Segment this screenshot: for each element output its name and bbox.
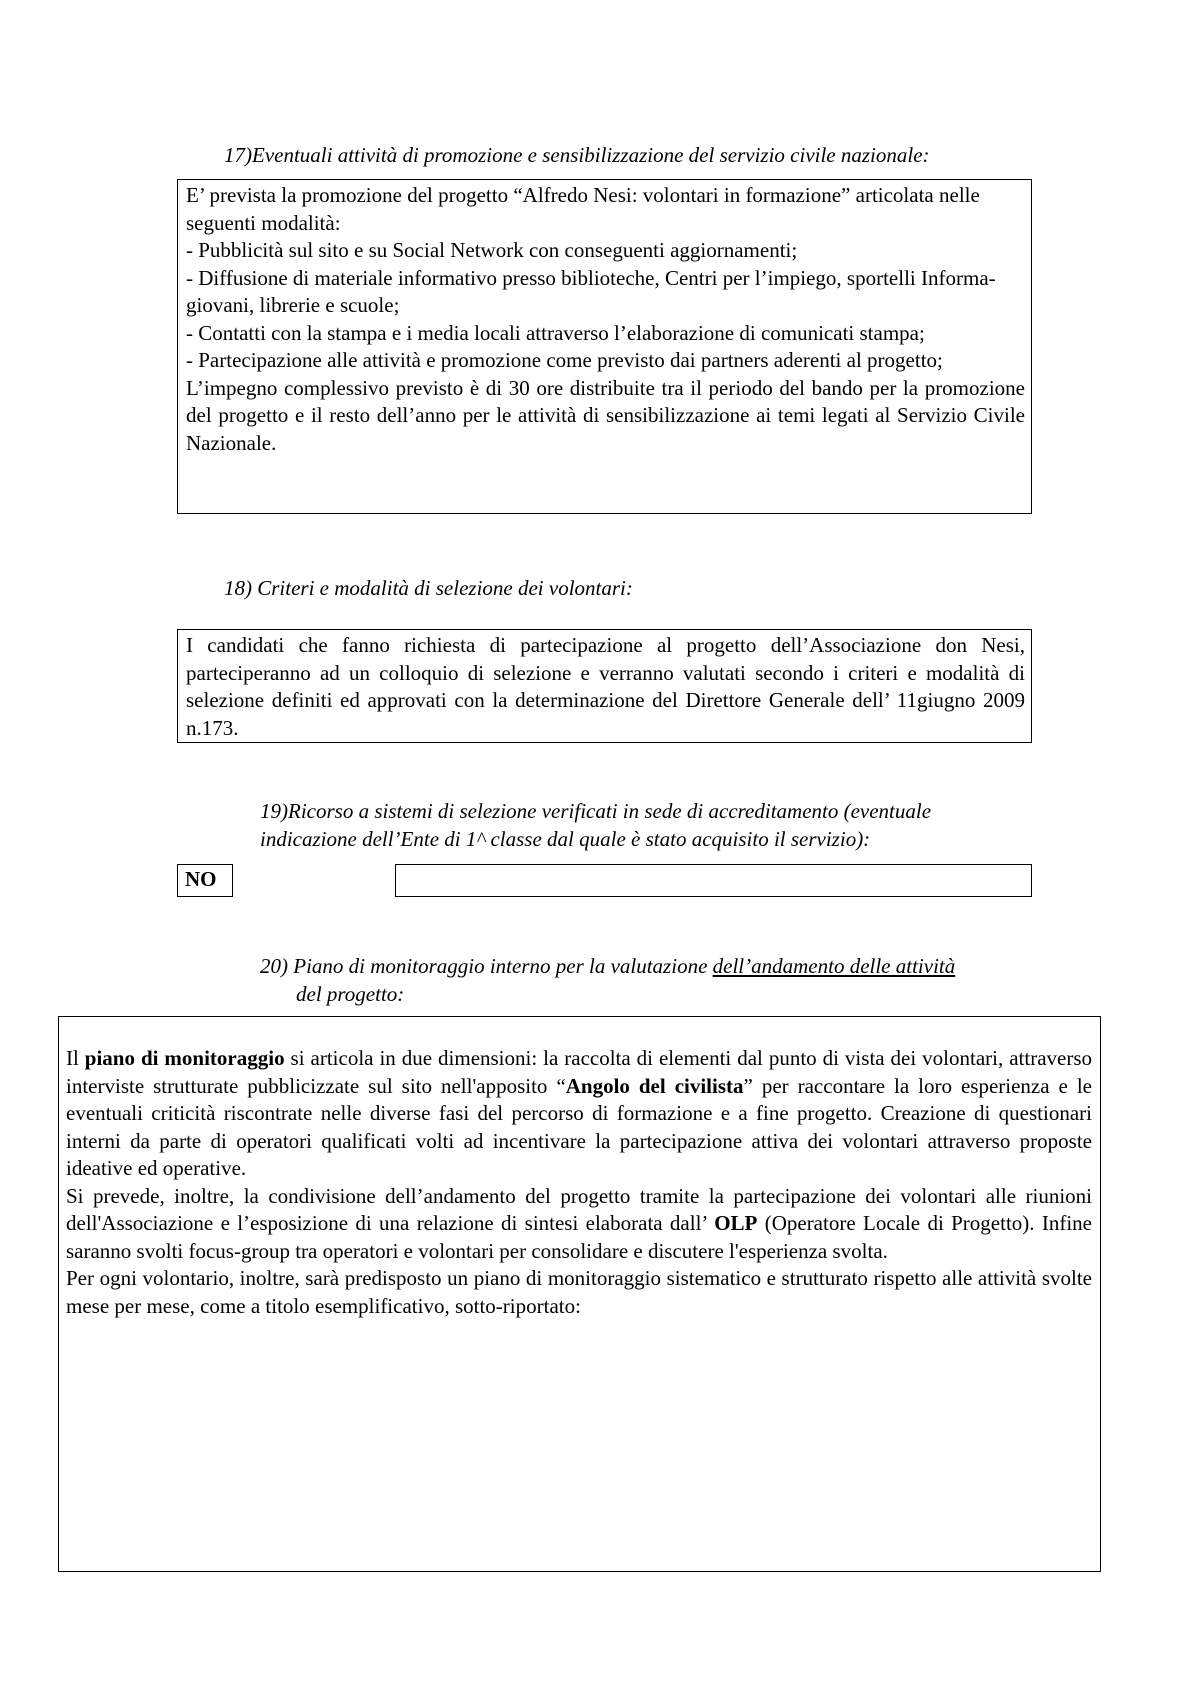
s20-p1-c: si articola in due dimensioni: la raccolta di elementi dal punto di vista dei volontari, attraverso interviste strutturate pubblicizzate sul sito nell'apposito “ xyxy=(66,1046,1092,1098)
s20-paragraph-1 xyxy=(66,1045,1092,1183)
s20-p1-e: ” per raccontare la loro esperienza e le eventuali criticità riscontrate nelle diverse fasi del percorso di formazione e a fine progetto. Creazione di questionari interni da parte di operatori qualificati volti ad incentivare la partecipazione attiva dei volontari attraverso proposte ideative ed operative. xyxy=(66,1073,1092,1180)
s20-paragraph-3: Per ogni volontario, inoltre, sarà predisposto un piano di monitoraggio sistematico e strutturato rispetto alle attività svolte mese per mese, come a titolo esemplificativo, sotto-riportato: xyxy=(66,1266,1092,1318)
s17-line-5: - Partecipazione alle attività e promozione come previsto dai partners aderenti al progetto; xyxy=(186,348,943,372)
s20-p2-a: Si prevede, inoltre, la condivisione dell’andamento del progetto tramite la partecipazione dei volontari alle riunioni dell'Associazione e l’esposizione di una relazione di sintesi elaborata dall’ xyxy=(66,1183,1092,1235)
s17-line-3: - Diffusione di materiale informativo presso biblioteche, Centri per l’impiego, sportelli Informa-giovani, librerie e scuole; xyxy=(186,265,996,317)
s20-p2-c: (Operatore Locale di Progetto). Infine saranno svolti focus-group tra operatori e volontari per consolidare e discutere l'esperienza svolta. xyxy=(66,1211,1092,1263)
section-18-heading: 18) Criteri e modalità di selezione dei volontari: xyxy=(224,576,633,600)
section-19-heading-line-2: indicazione dell’Ente di 1^ classe dal quale è stato acquisito il servizio): xyxy=(260,827,871,851)
s17-line-4: - Contatti con la stampa e i media locali attraverso l’elaborazione di comunicati stampa; xyxy=(186,320,925,345)
section-20-heading-line-1 xyxy=(260,952,955,980)
s17-line-1: E’ prevista la promozione del progetto “Alfredo Nesi: volontari in formazione” articolata nelle seguenti modalità: xyxy=(186,183,980,235)
section-17-box xyxy=(177,179,1032,514)
s17-line-6: L’impegno complessivo previsto è di 30 ore distribuite tra il periodo del bando per la promozione del progetto e il resto dell’anno per le attività di sensibilizzazione ai temi legati al Servizio Civile Nazionale. xyxy=(186,375,1025,455)
section-17-heading: 17)Eventuali attività di promozione e sensibilizzazione del servizio civile nazionale: xyxy=(224,143,930,167)
section-20-heading-line-2: del progetto: xyxy=(296,982,405,1006)
s18-text: I candidati che fanno richiesta di partecipazione al progetto dell’Associazione don Nesi, parteciperanno ad un colloquio di selezione e verranno valutati secondo i criteri e modalità di selezione definiti ed approvati con la determinazione del Direttore Generale dell’ 11giugno 2009 n.173. xyxy=(186,633,1025,740)
s20-p1-bold-2: Angolo del civilista xyxy=(565,1073,744,1098)
s20-heading-pre: 20) Piano di monitoraggio interno per la valutazione xyxy=(260,954,713,978)
s20-p2-bold: OLP xyxy=(714,1211,758,1235)
section-18-box xyxy=(177,629,1032,743)
s20-p1-a: Il xyxy=(66,1046,85,1070)
s20-heading-underlined: dell’andamento delle attività xyxy=(712,954,956,978)
s19-answer: NO xyxy=(185,867,217,891)
s17-line-2: - Pubblicità sul sito e su Social Network con conseguenti aggiornamenti; xyxy=(186,238,798,262)
section-20-box xyxy=(58,1016,1101,1572)
s20-paragraph-2 xyxy=(66,1183,1092,1266)
s19-entity-field xyxy=(395,864,1032,897)
s20-p1-bold-1: piano di monitoraggio xyxy=(84,1046,285,1070)
s19-answer-box xyxy=(177,864,233,897)
section-19-heading-line-1: 19)Ricorso a sistemi di selezione verificati in sede di accreditamento (eventuale xyxy=(260,799,932,823)
